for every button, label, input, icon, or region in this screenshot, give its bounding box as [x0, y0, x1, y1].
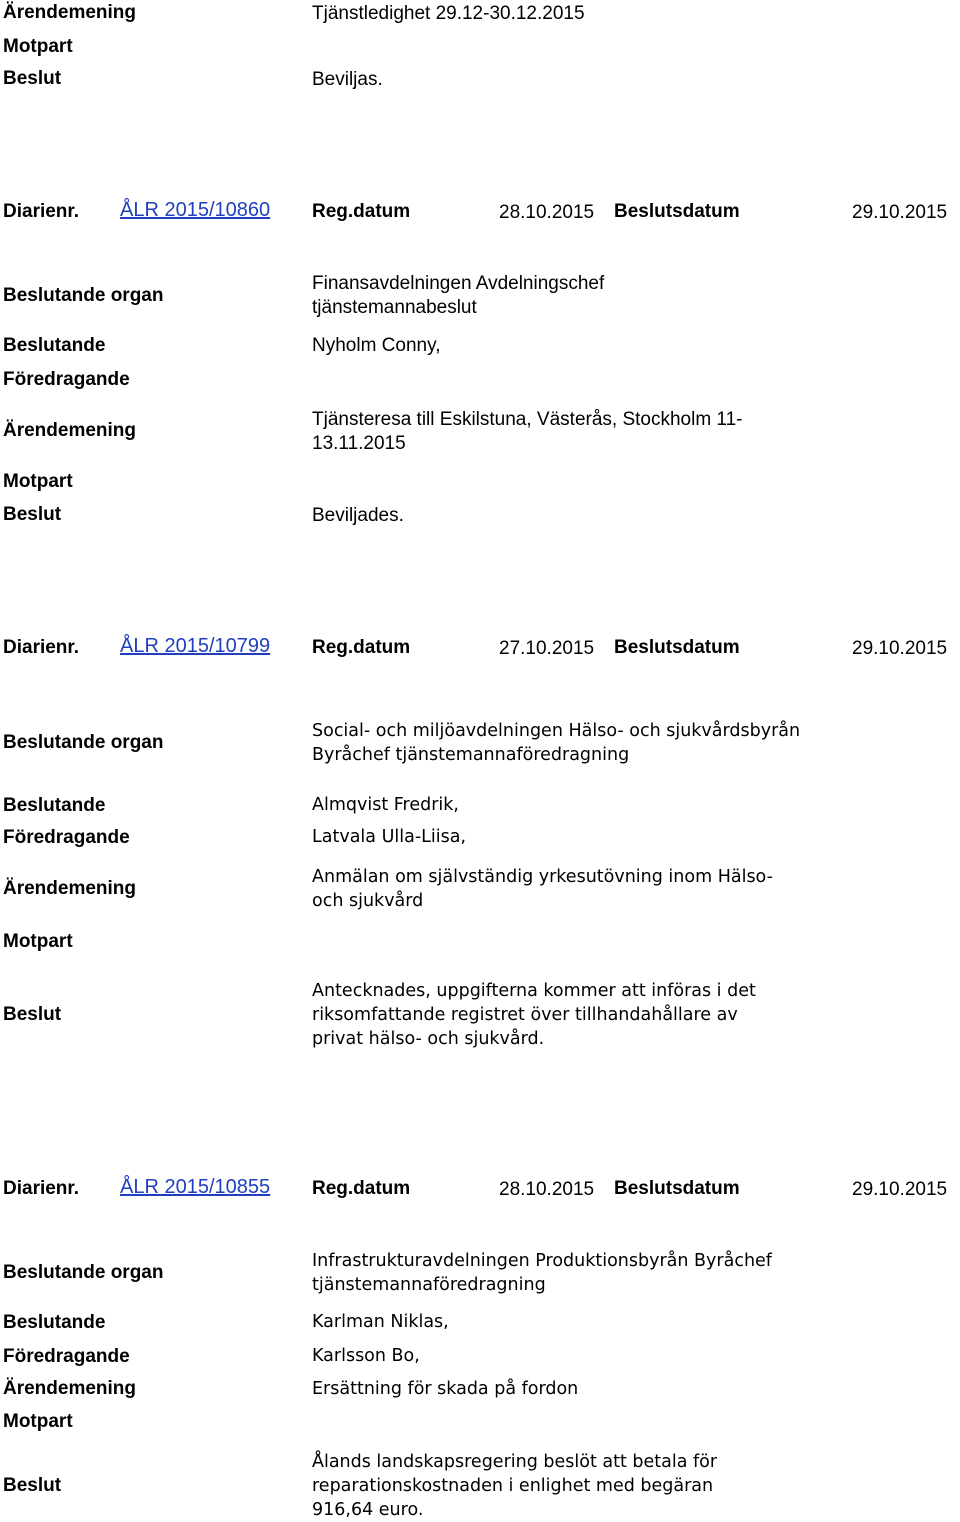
beslutande-label: Beslutande [3, 1312, 106, 1333]
arendemening-label: Ärendemening [3, 1378, 137, 1399]
foredragande-label: Föredragande [3, 369, 130, 390]
beslutande-value: Karlman Niklas, [312, 1312, 449, 1332]
motpart-label: Motpart [3, 931, 73, 952]
beslut-value: Beviljades. [312, 505, 404, 526]
beslutande-label: Beslutande [3, 795, 106, 816]
regdatum-label: Reg.datum [312, 637, 411, 658]
regdatum-value: 28.10.2015 [499, 202, 595, 223]
beslutande-organ-value: Social- och miljöavdelningen Hälso- och sjukvårdsbyrån Byråchef tjänstemannaföredragning [312, 721, 801, 765]
foredragande-label: Föredragande [3, 1346, 130, 1367]
motpart-label: Motpart [3, 36, 73, 57]
motpart-label: Motpart [3, 471, 73, 492]
beslut-label: Beslut [3, 504, 62, 525]
diarienr-label: Diarienr. [3, 1178, 80, 1199]
foredragande-value: Karlsson Bo, [312, 1346, 420, 1366]
beslutande-organ-value: Infrastrukturavdelningen Produktionsbyrån Byråchef tjänstemannaföredragning [312, 1251, 772, 1295]
beslutsdatum-label: Beslutsdatum [614, 637, 740, 658]
arendemening-value: Ersättning för skada på fordon [312, 1379, 579, 1399]
beslut-label: Beslut [3, 1004, 62, 1025]
beslutsdatum-value: 29.10.2015 [852, 1179, 948, 1200]
arendemening-label: Ärendemening [3, 420, 137, 441]
beslutsdatum-value: 29.10.2015 [852, 638, 948, 659]
regdatum-value: 28.10.2015 [499, 1179, 595, 1200]
beslutande-value: Almqvist Fredrik, [312, 795, 459, 815]
beslutsdatum-label: Beslutsdatum [614, 201, 740, 222]
beslut-value: Beviljas. [312, 69, 383, 90]
case-link[interactable]: ÅLR 2015/10799 [120, 635, 271, 657]
arendemening-label: Ärendemening [3, 2, 137, 23]
beslutande-value: Nyholm Conny, [312, 335, 441, 356]
regdatum-label: Reg.datum [312, 201, 411, 222]
arendemening-value: Tjänsteresa till Eskilstuna, Västerås, Stockholm 11-13.11.2015 [312, 409, 743, 454]
foredragande-value: Latvala Ulla-Liisa, [312, 827, 467, 847]
motpart-label: Motpart [3, 1411, 73, 1432]
foredragande-label: Föredragande [3, 827, 130, 848]
case-link[interactable]: ÅLR 2015/10855 [120, 1176, 271, 1198]
beslut-label: Beslut [3, 68, 62, 89]
arendemening-value: Anmälan om självständig yrkesutövning inom Hälso- och sjukvård [312, 867, 773, 911]
regdatum-label: Reg.datum [312, 1178, 411, 1199]
case-link[interactable]: ÅLR 2015/10860 [120, 199, 271, 221]
beslutande-label: Beslutande [3, 335, 106, 356]
beslutande-organ-label: Beslutande organ [3, 1262, 164, 1283]
regdatum-value: 27.10.2015 [499, 638, 595, 659]
beslut-label: Beslut [3, 1475, 62, 1496]
diarienr-label: Diarienr. [3, 637, 80, 658]
beslut-value: Antecknades, uppgifterna kommer att införas i det riksomfattande registret över tillhandahållare av privat hälso- och sjukvård. [312, 981, 756, 1049]
beslutsdatum-label: Beslutsdatum [614, 1178, 740, 1199]
arendemening-value: Tjänstledighet 29.12-30.12.2015 [312, 3, 585, 24]
beslutsdatum-value: 29.10.2015 [852, 202, 948, 223]
beslut-value: Ålands landskapsregering beslöt att betala för reparationskostnaden i enlighet med begäran 916,64 euro. [312, 1452, 718, 1520]
diarienr-label: Diarienr. [3, 201, 80, 222]
beslutande-organ-value: Finansavdelningen Avdelningschef tjänstemannabeslut [312, 273, 605, 318]
beslutande-organ-label: Beslutande organ [3, 732, 164, 753]
beslutande-organ-label: Beslutande organ [3, 285, 164, 306]
arendemening-label: Ärendemening [3, 878, 137, 899]
